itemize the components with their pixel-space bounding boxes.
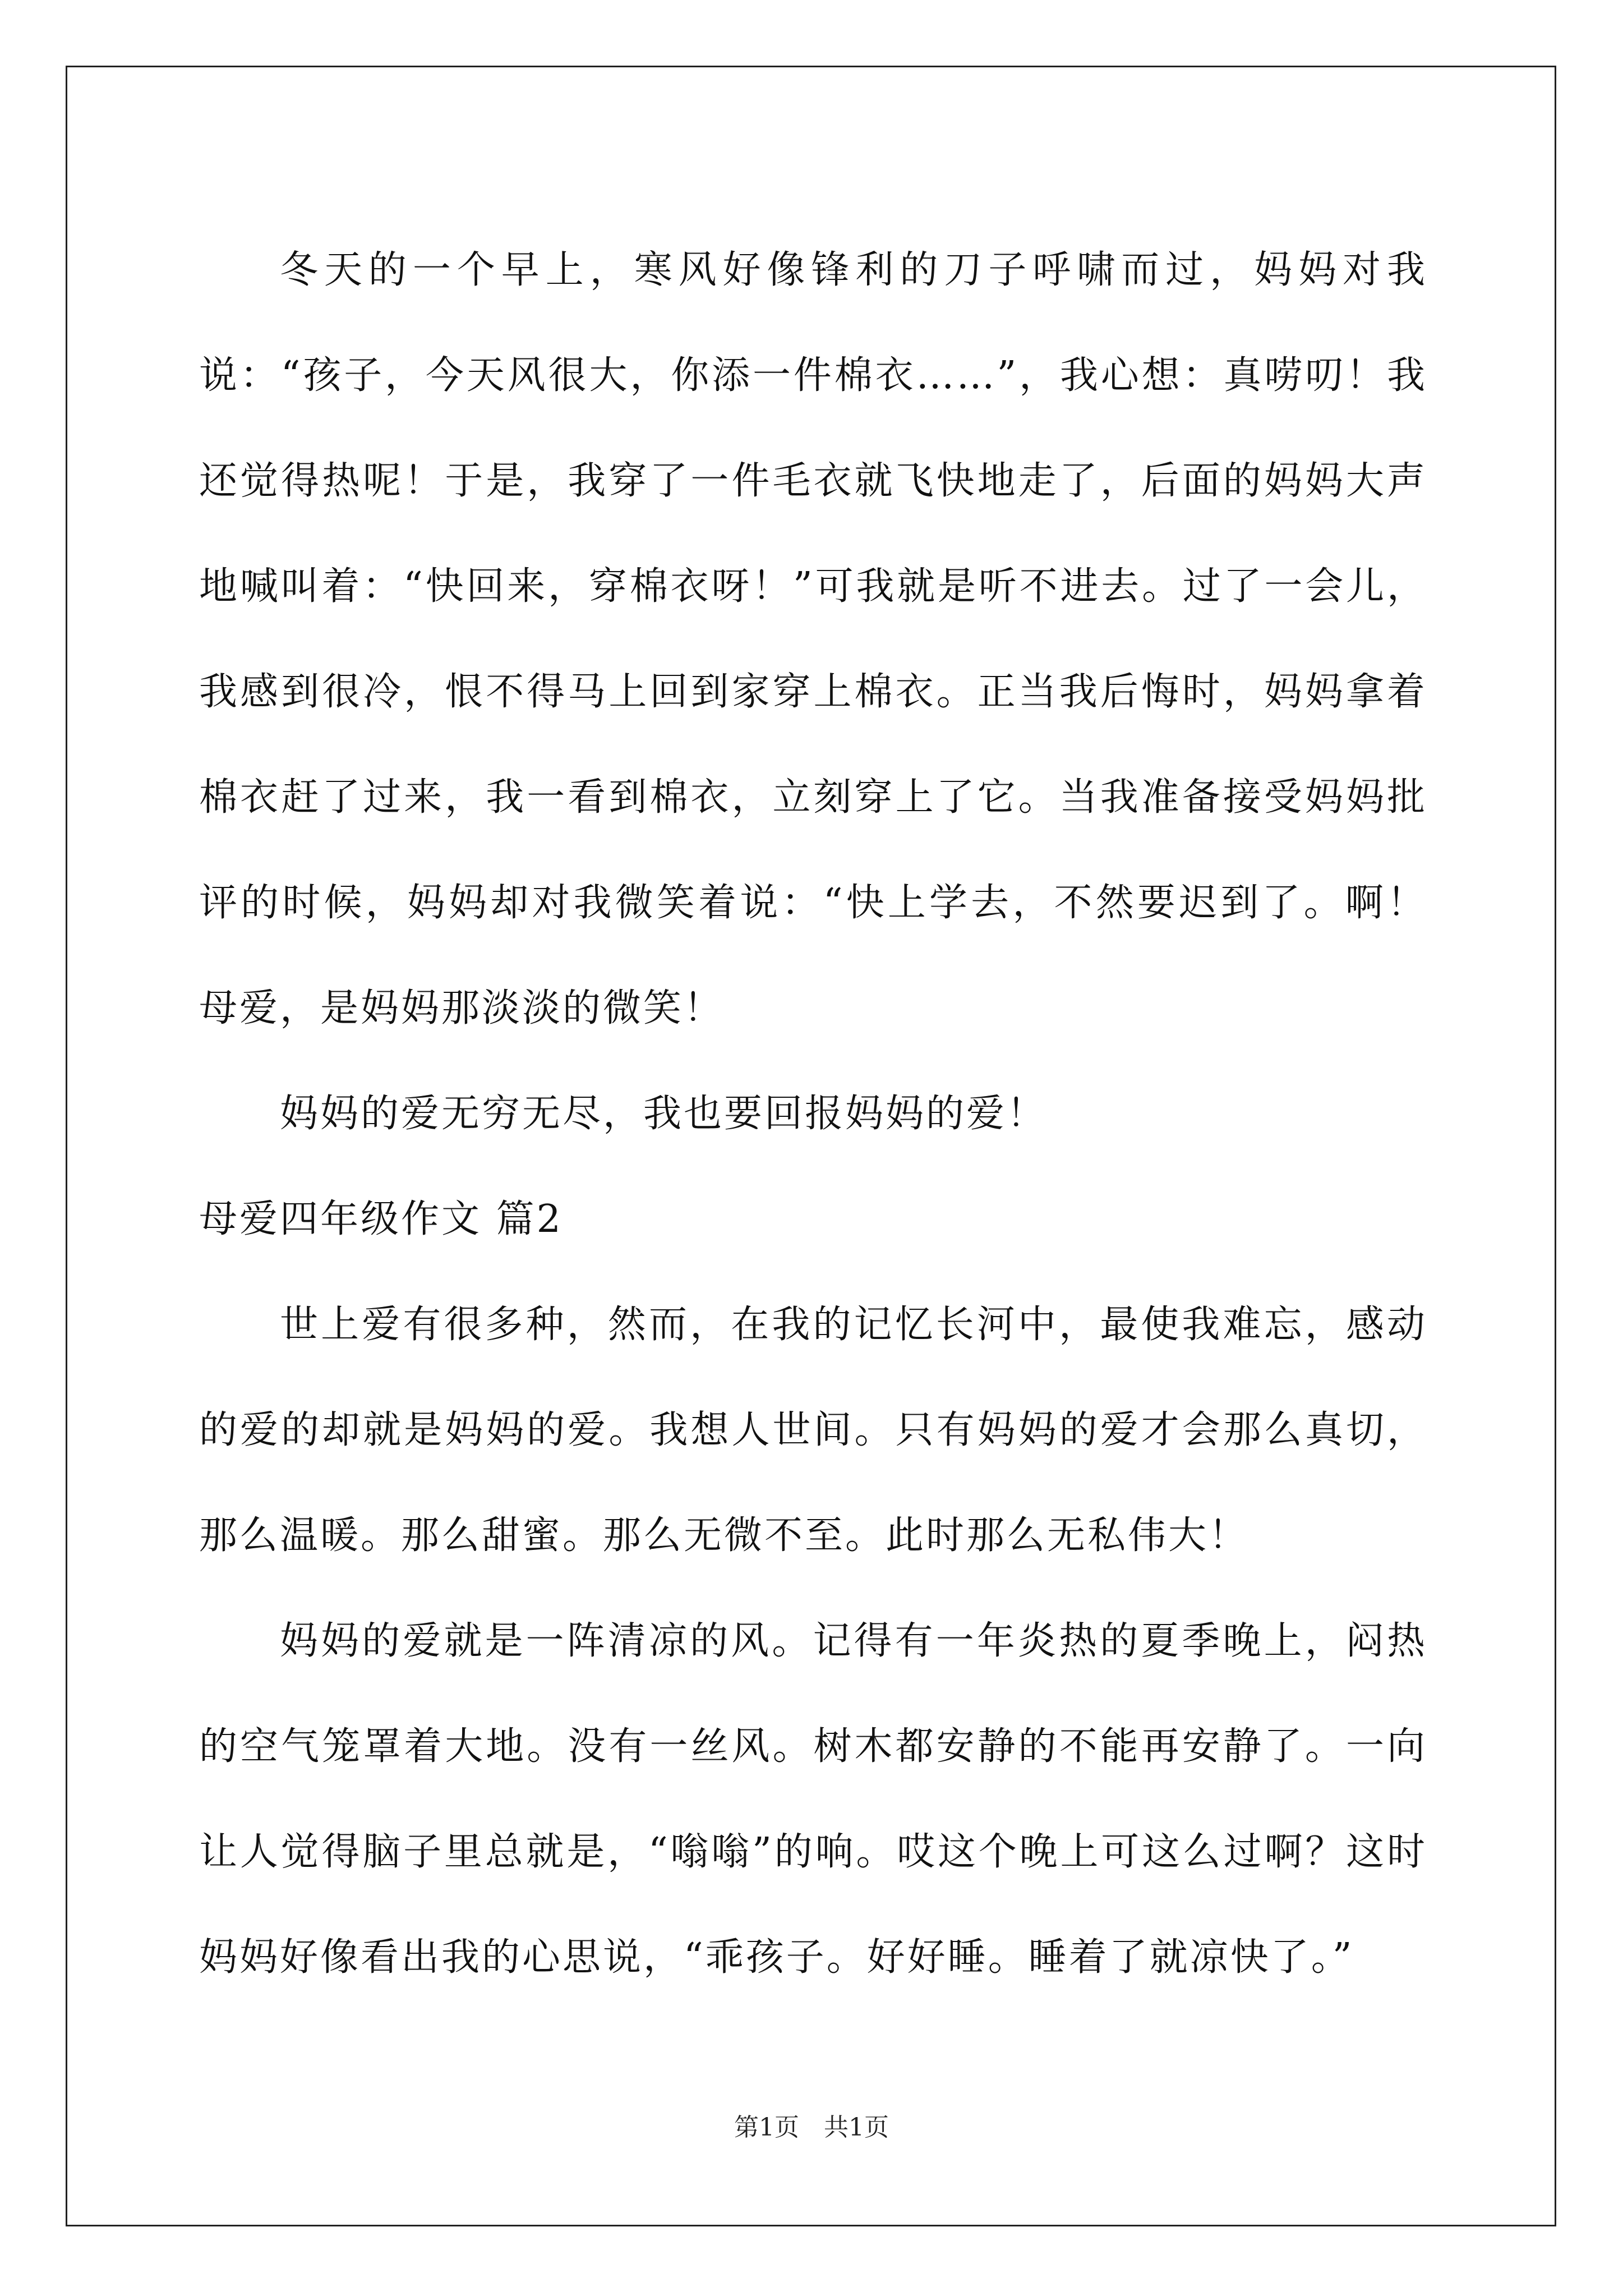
paragraph-3: 世上爱有很多种，然而，在我的记忆长河中，最使我难忘，感动的爱的却就是妈妈的爱。我想人世间。只有妈妈的爱才会那么真切，那么温暖。那么甜蜜。那么无微不至。此时那么无私伟大！ (199, 1303, 1427, 1558)
paragraph-1: 冬天的一个早上，寒风好像锋利的刀子呼啸而过，妈妈对我说：“孩子，今天风很大，你添一件棉衣……”，我心想：真唠叨！我还觉得热呢！于是，我穿了一件毛衣就飞快地走了，后面的妈妈大声地喊叫着：“快回来，穿棉衣呀！”可我就是听不进去。过了一会儿，我感到很冷，恨不得马上回到家穿上棉衣。正当我后悔时，妈妈拿着棉衣赶了过来，我一看到棉衣，立刻穿上了它。当我准备接受妈妈批评的时候，妈妈却对我微笑着说：“快上学去，不然要迟到了。啊！母爱，是妈妈那淡淡的微笑！ (199, 248, 1427, 1030)
page-footer: 第1页 共1页 (734, 2113, 889, 2142)
paragraph-4: 妈妈的爱就是一阵清凉的风。记得有一年炎热的夏季晚上，闷热的空气笼罩着大地。没有一丝风。树木都安静的不能再安静了。一向让人觉得脑子里总就是，“嗡嗡”的响。哎这个晚上可这么过啊？这时妈妈好像看出我的心思说，“乖孩子。好好睡。睡着了就凉快了。” (199, 1619, 1427, 1980)
section-heading: 母爱四年级作文 篇2 (199, 1197, 563, 1241)
paragraph-2: 妈妈的爱无穷无尽，我也要回报妈妈的爱！ (280, 1092, 1048, 1136)
document-body (199, 218, 1427, 2010)
